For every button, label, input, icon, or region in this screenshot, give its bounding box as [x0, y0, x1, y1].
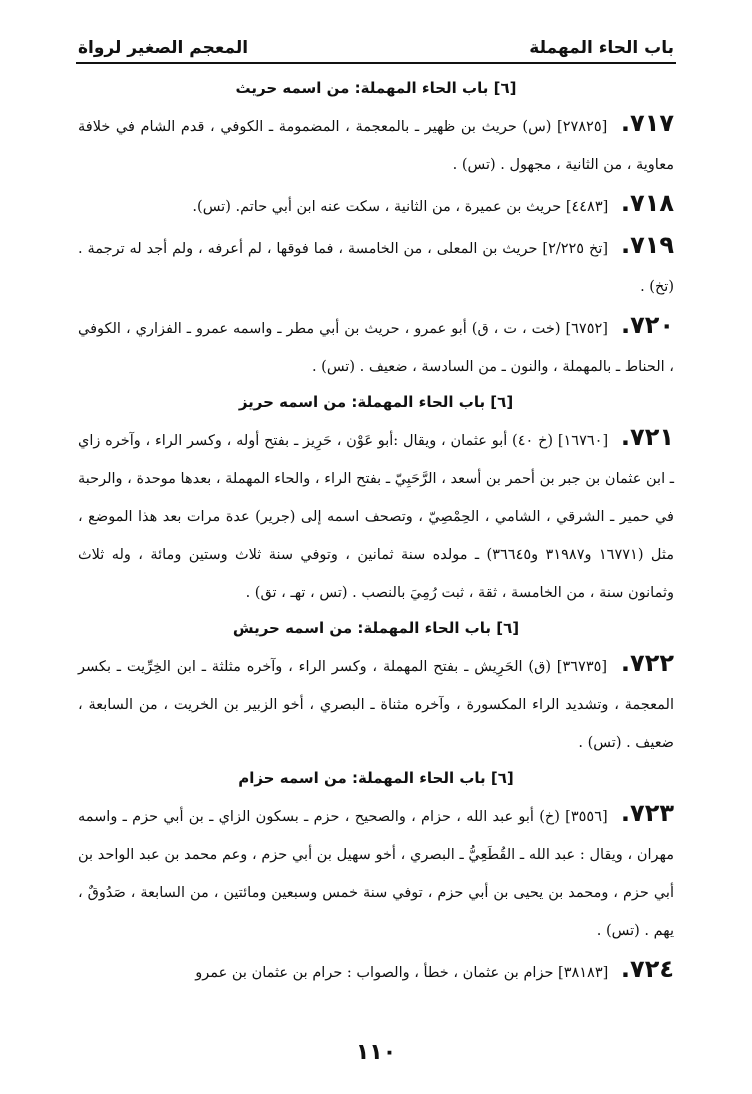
entry-number: ٧٢٣.: [620, 799, 674, 827]
entry-text: [٢٧٨٢٥] (س) حريث بن ظهير ـ بالمعجمة ، المضمومة ـ الكوفي ، قدم الشام في خلافة معاوية ، من الثانية ، مجهول . (تس) .: [78, 119, 674, 173]
entry-718: [78, 184, 674, 226]
entry-number: ٧١٩.: [620, 231, 675, 259]
header-book-title: المعجم الصغير لرواة: [78, 38, 249, 58]
running-header: [78, 26, 674, 58]
entry-number: ٧٢٠.: [620, 311, 675, 339]
entry-723: [78, 794, 674, 950]
entry-text: [٣٨١٨٣] حزام بن عثمان ، خطأ ، والصواب : حرام بن عثمان بن عمرو: [195, 965, 609, 981]
entry-724: [78, 950, 674, 992]
entry-number: ٧٢٤.: [620, 955, 674, 983]
entry-number: ٧١٨.: [620, 189, 674, 217]
entry-number: ٧٢١.: [620, 423, 674, 451]
page-number: ١١٠: [355, 1040, 397, 1065]
page-content: [78, 72, 674, 992]
entry-number: ٧١٧.: [620, 109, 674, 137]
section-heading: [٦] باب الحاء المهملة: من اسمه حريث: [235, 79, 517, 97]
section-heading: [٦] باب الحاء المهملة: من اسمه حزام: [238, 769, 514, 787]
entry-number: ٧٢٢.: [620, 649, 674, 677]
entry-text: [١٦٧٦٠] (خ ٤٠) أبو عثمان ، ويقال :أبو عَوْن ، حَرِيز ـ بفتح أوله ، وكسر الراء ، وآخره زاي ـ ابن عثمان بن جبر بن أحمر بن أسعد ، الرَّحَبِيّ ـ بفتح الراء ، والحاء المهملة ، بعدها موحدة ، والرحبة في حمير ـ الشرقي ، الشامي ، الحِمْصِيّ ، وتصحف اسمه إلى (جرير) عدة مرات بعد هذا الموضع ، مثل (١٦٧٧١ و٣١٩٨٧ و٣٦٦٤٥) ـ مولده سنة ثمانين ، وتوفي سنة ثلاث وستين ومائة ، وله ثلاث وثمانون سنة ، من الخامسة ، ثقة ، ثبت رُمِيَ بالنصب . (تس ، تهـ ، تق) .: [78, 433, 674, 601]
section-heading: [٦] باب الحاء المهملة: من اسمه حريش: [232, 619, 520, 637]
entry-722: [78, 644, 674, 762]
entry-719: [78, 226, 674, 306]
entry-720: [78, 306, 674, 386]
entry-721: [78, 418, 674, 612]
entry-text: [٤٤٨٣] حريث بن عميرة ، من الثانية ، سكت عنه ابن أبي حاتم. (تس).: [192, 199, 609, 215]
entry-text: [٣٥٥٦] (خ) أبو عبد الله ، حزام ، والصحيح ، حزم ـ بسكون الزاي ـ بن أبي حزم ـ واسمه مهران ، ويقال : عبد الله ـ القُطَعِيُّ ـ البصري ، أخو سهيل بن أبي حزم ، وعم محمد بن عبد الواحد بن أبي حزم ، ومحمد بن يحيى بن أبي حزم ، توفي سنة خمس وسبعين ومائتين ، من السابعة ، صَدُوقٌ ، يهم . (تس) .: [78, 809, 674, 939]
entry-text: [تخ ٢/٢٢٥] حريث بن المعلى ، من الخامسة ، فما فوقها ، لم أعرفه ، ولم أجد له ترجمة . (تخ) .: [78, 241, 674, 295]
header-chapter-title: باب الحاء المهملة: [529, 38, 674, 58]
header-rule: [76, 62, 676, 64]
entry-text: [٣٦٧٣٥] (ق) الحَرِيش ـ بفتح المهملة ، وكسر الراء ، وآخره مثلثة ـ ابن الخِرِّيت ـ بكسر المعجمة ، وتشديد الراء المكسورة ، وآخره مثناة ـ البصري ، أخو الزبير بن الخريت ، من السابعة ، ضعيف . (تس) .: [78, 659, 674, 751]
entry-717: [78, 104, 674, 184]
entry-text: [٦٧٥٢] (خت ، ت ، ق) أبو عمرو ، حريث بن أبي مطر ـ واسمه عمرو ـ الفزاري ، الكوفي ، الحناط ـ بالمهملة ، والنون ـ من السادسة ، ضعيف . (تس) .: [78, 321, 674, 375]
section-heading: [٦] باب الحاء المهملة: من اسمه حريز: [238, 393, 514, 411]
